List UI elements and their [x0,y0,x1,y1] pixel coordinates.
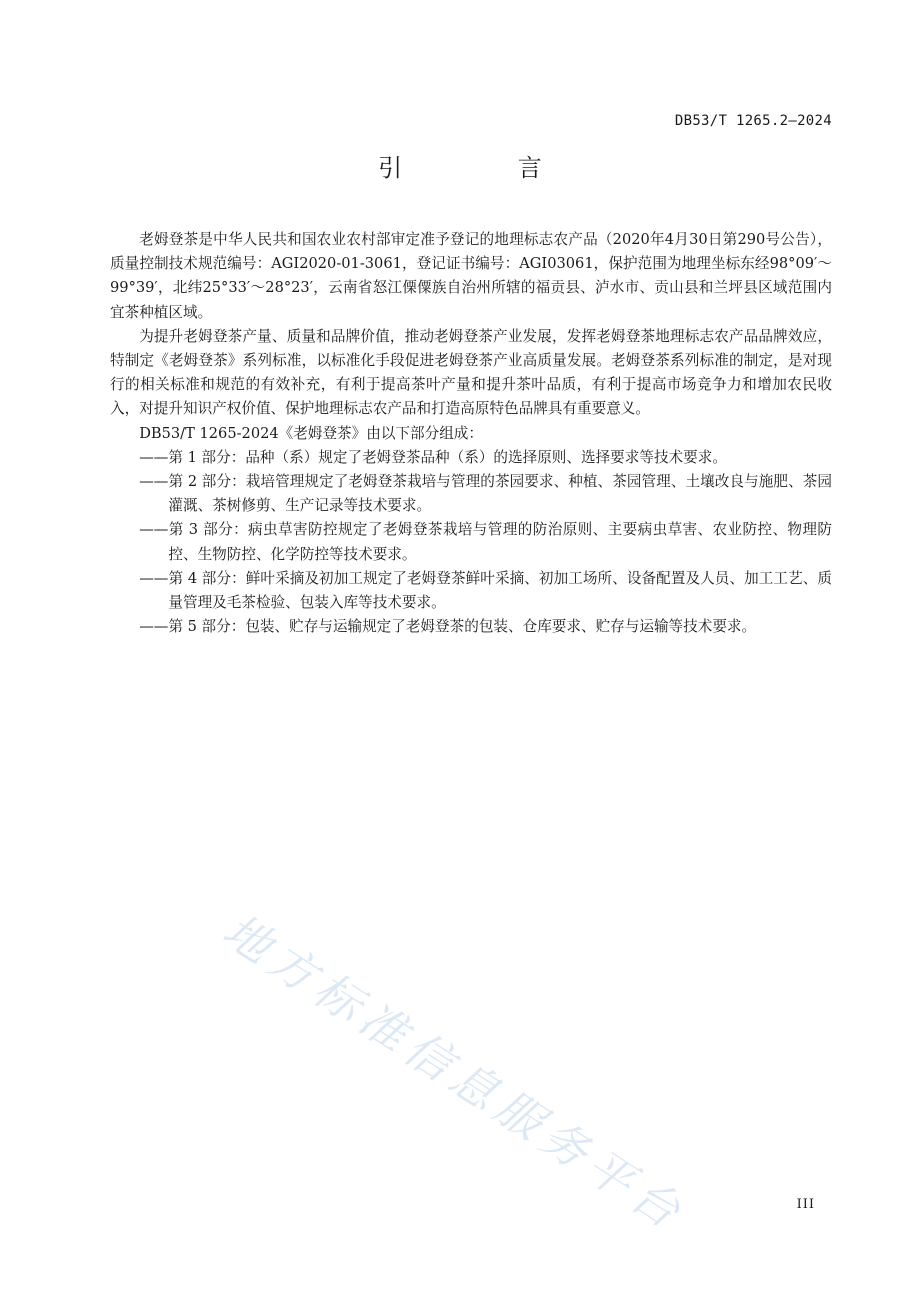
document-code: DB53/T 1265.2—2024 [674,113,832,129]
page-number: III [796,1197,815,1212]
intro-paragraph-2: 为提升老姆登茶产量、质量和品牌价值，推动老姆登茶产业发展，发挥老姆登茶地理标志农产品品牌效应，特制定《老姆登茶》系列标准，以标准化手段促进老姆登茶产业高质量发展。老姆登茶系列标准的制定，是对现行的相关标准和规范的有效补充，有利于提高茶叶产量和提升茶叶品质，有利于提高市场竞争力和增加农民收入，对提升知识产权价值、保护地理标志农产品和打造高原特色品牌具有重要意义。 [110,327,832,418]
part-list-item: ——第 4 部分：鲜叶采摘及初加工规定了老姆登茶鲜叶采摘、初加工场所、设备配置及人员、加工工艺、质量管理及毛茶检验、包装入库等技术要求。 [139,569,832,612]
page-title: 引 言 [378,154,596,182]
intro-paragraph-3: DB53/T 1265-2024《老姆登茶》由以下部分组成： [139,424,483,442]
part-list-item: ——第 2 部分：栽培管理规定了老姆登茶栽培与管理的茶园要求、种植、茶园管理、土壤改良与施肥、茶园灌溉、茶树修剪、生产记录等技术要求。 [139,473,832,515]
part-list-item: ——第 1 部分：品种（系）规定了老姆登茶品种（系）的选择原则、选择要求等技术要求。 [139,448,727,466]
part-list-item: ——第 3 部分：病虫草害防控规定了老姆登茶栽培与管理的防治原则、主要病虫草害、农业防控、物理防控、生物防控、化学防控等技术要求。 [139,521,832,563]
document-body [110,228,832,639]
intro-paragraph-1: 老姆登茶是中华人民共和国农业农村部审定准予登记的地理标志农产品（2020年4月30日第290号公告），质量控制技术规范编号：AGI2020-01-3061，登记证书编号：AGI03061，保护范围为地理坐标东经98°09′～99°39′，北纬25°33′～28°23′，云南省怒江傈僳族自治州所辖的福贡县、泸水市、贡山县和兰坪县区域范围内宜茶种植区域。 [110,231,832,321]
part-list-item: ——第 5 部分：包装、贮存与运输规定了老姆登茶的包装、仓库要求、贮存与运输等技术要求。 [139,618,757,636]
watermark: 地方标准信息服务平台 [213,902,696,1243]
